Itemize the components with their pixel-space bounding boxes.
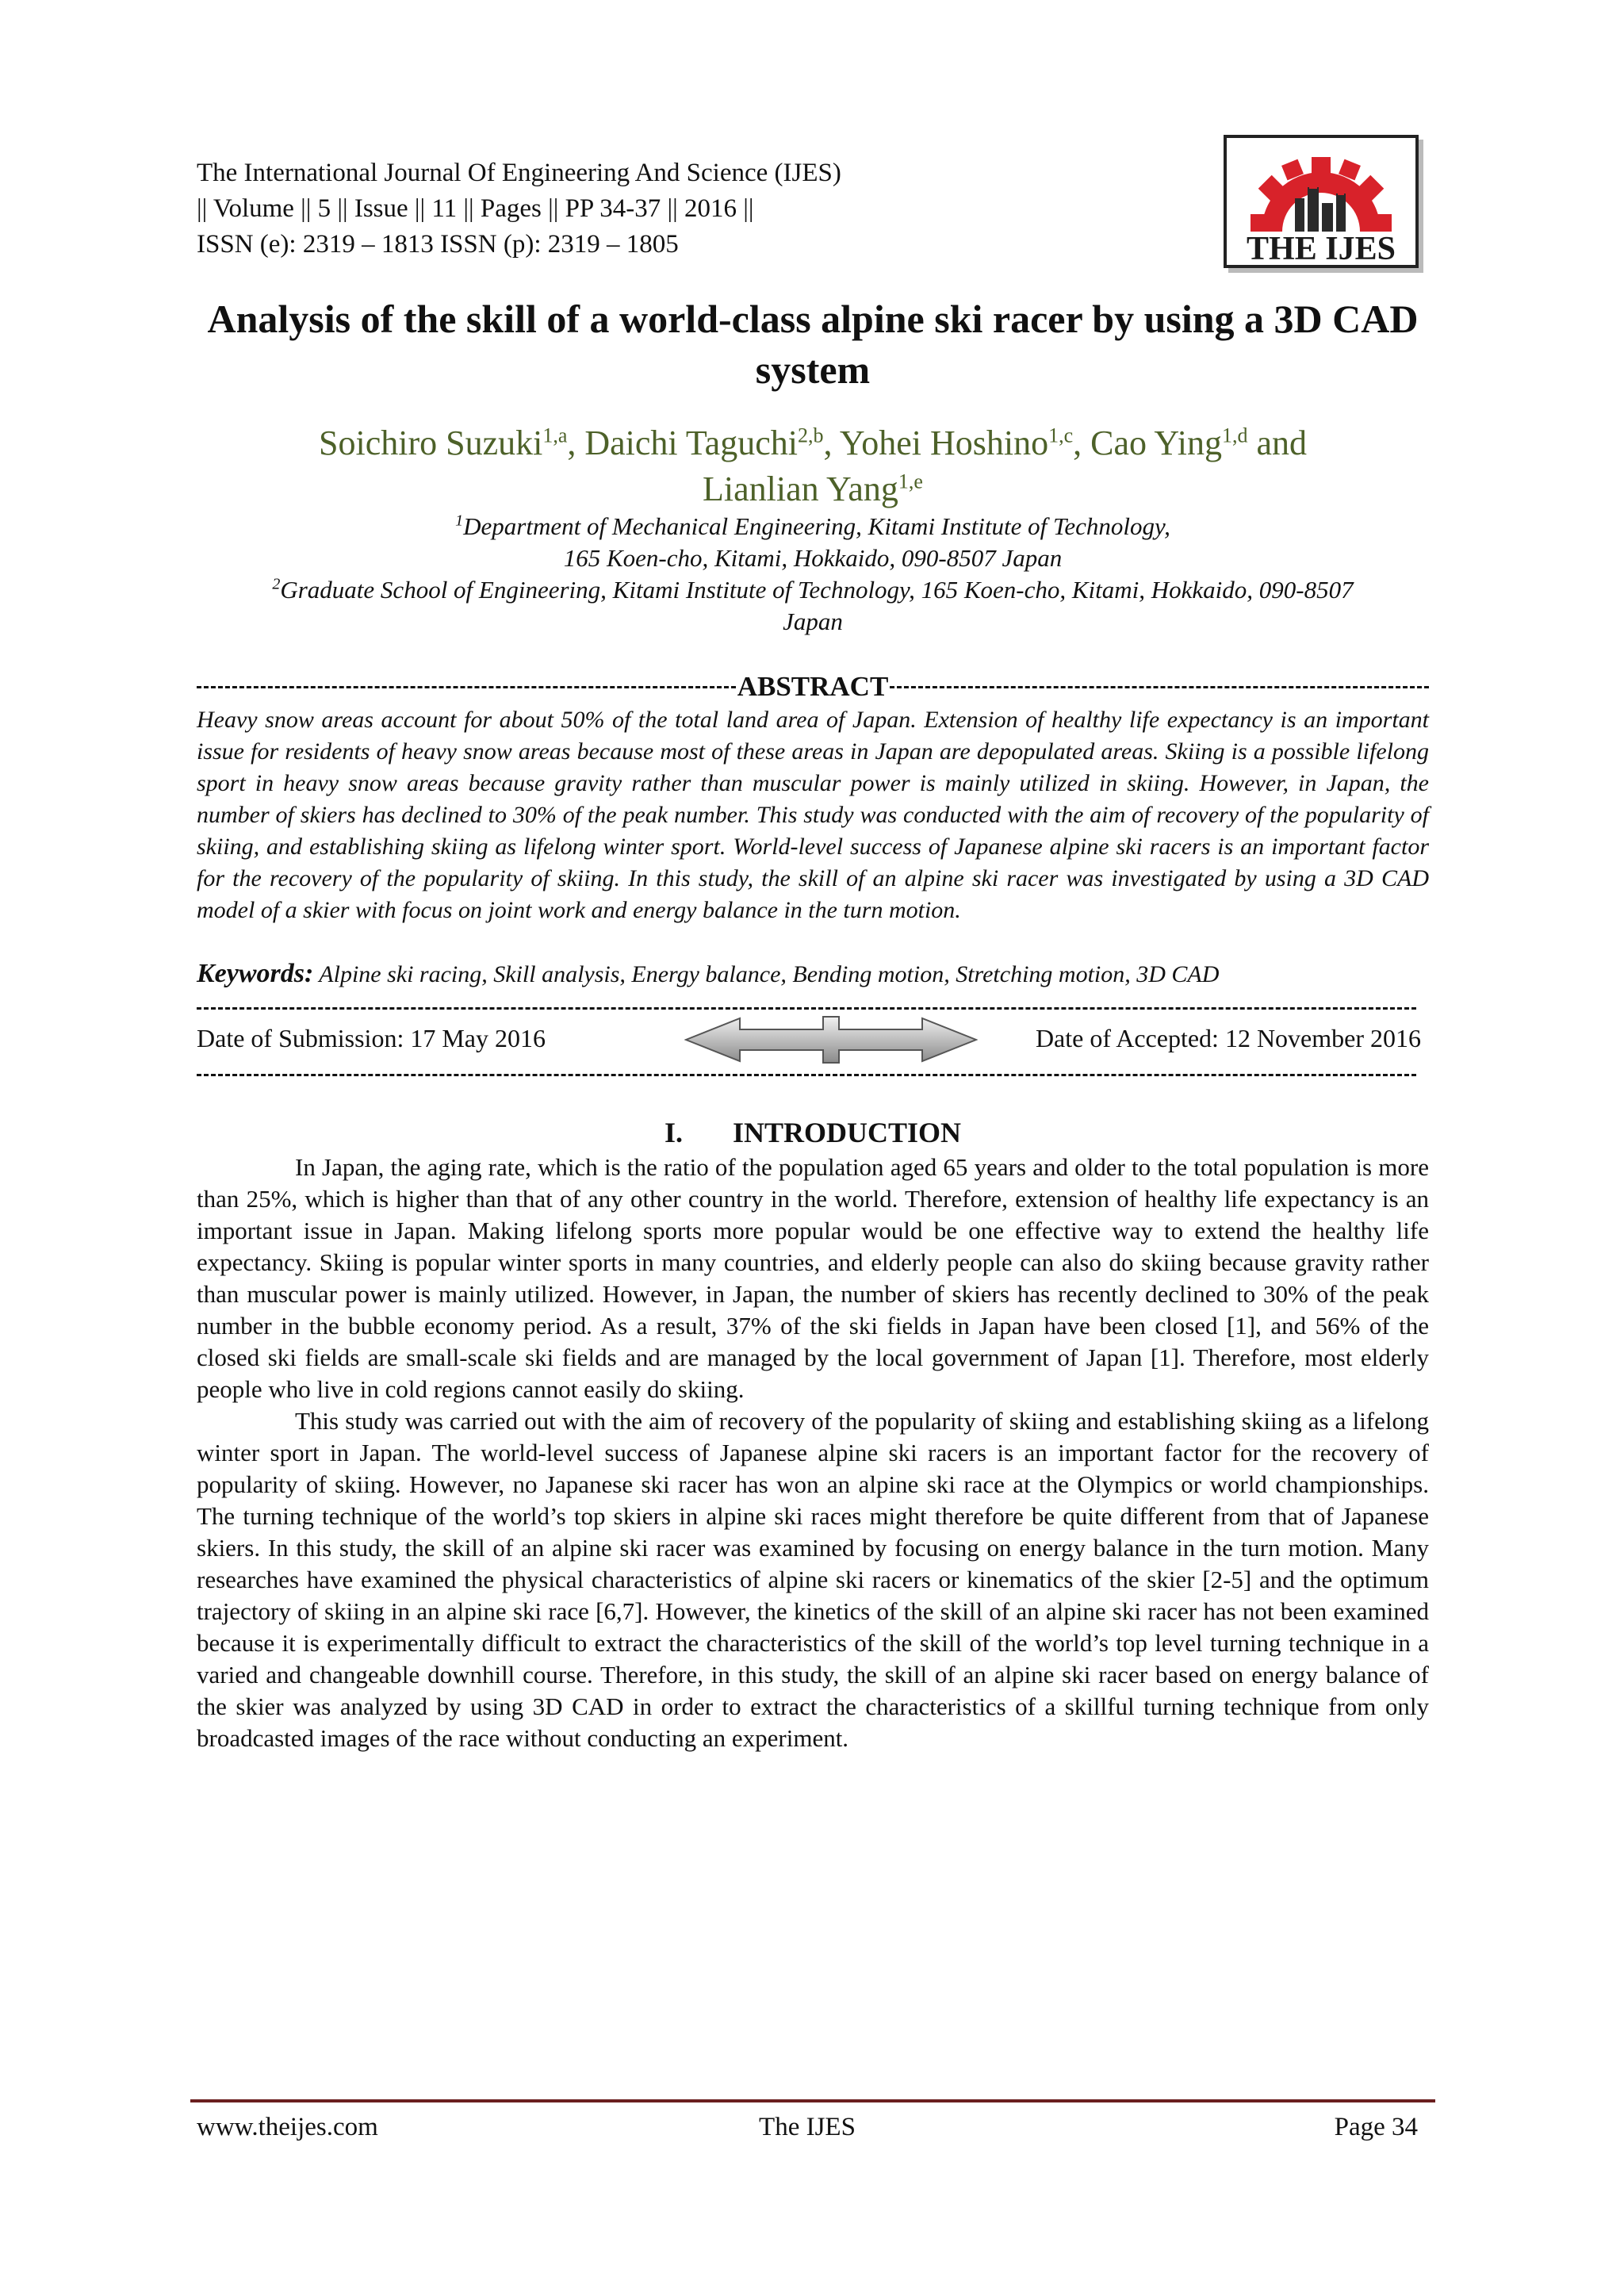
author-affil-mark: 1,d [1221, 424, 1248, 447]
author-name: Soichiro Suzuki [319, 424, 543, 462]
keywords-label: Keywords: [197, 959, 314, 988]
dashed-rule-bottom [197, 1074, 1416, 1076]
paragraph: This study was carried out with the aim of recovery of the popularity of skiing and establishing skiing as a lifelong winter sport in Japan. The world-level success of Japanese alpine ski racers is an important factor for the recovery of popularity of skiing. However, no Japanese ski racer has won an alpine ski race at the Olympics or world championships. The turning technique of the world’s top skiers in alpine ski races might therefore be quite different from that of Japanese skiers. In this study, the skill of an alpine ski racer was examined by focusing on energy balance in the turn motion. Many researches have examined the physical characteristics of alpine ski racers or kinematics of the skier [2-5] and the optimum trajectory of skiing in an alpine ski race [6,7]. However, the kinetics of the skill of an alpine ski racer has not been examined because it is experimentally difficult to extract the characteristics of the skill of the world’s top level turning technique in a varied and changeable downhill course. Therefore, in this study, the skill of an alpine ski racer based on energy balance of the skier was analyzed by using 3D CAD in order to extract the characteristics of a skillful turning technique from only broadcasted images of the race without conducting an experiment. [197, 1407, 1429, 1752]
affiliation-1-address: 165 Koen-cho, Kitami, Hokkaido, 090-8507 Japan [563, 544, 1063, 572]
journal-issn: ISSN (e): 2319 – 1813 ISSN (p): 2319 – 1805 [197, 230, 679, 259]
keywords [197, 958, 1429, 991]
footer-page-number: Page 34 [1334, 2113, 1418, 2141]
paper-title: Analysis of the skill of a world-class alpine ski racer by using a 3D CAD system [207, 297, 1419, 392]
affil-mark: 1 [455, 512, 464, 530]
abstract-text: Heavy snow areas account for about 50% of the total land area of Japan. Extension of healthy life expectancy is an important issue for residents of heavy snow areas because most of these areas in Japan are depopulated areas. Skiing is a possible lifelong sport in heavy snow areas because gravity rather than muscular power is mainly utilized in skiing. However, in Japan, the number of skiers has declined to 30% of the peak number. This study was conducted with the aim of recovery of the popularity of skiing, and establishing skiing as lifelong winter sport. World-level success of Japanese alpine ski racers is an important factor for the recovery of the popularity of skiing. In this study, the skill of an alpine ski racer was investigated by using a 3D CAD model of a skier with focus on joint work and energy balance in the turn motion. [197, 707, 1429, 923]
author-name: Yohei Hoshino [839, 424, 1049, 462]
affiliation-2: Graduate School of Engineering, Kitami Institute of Technology, 165 Koen-cho, Kitami, Hokkaido, 090-8507 [280, 576, 1354, 604]
journal-volume: || Volume || 5 || Issue || 11 || Pages || PP 34-37 || 2016 || [197, 194, 754, 223]
author-separator: , [1073, 424, 1091, 462]
journal-name: The International Journal Of Engineering And Science (IJES) [197, 159, 841, 187]
submission-date: Date of Submission: 17 May 2016 [197, 1024, 546, 1052]
accepted-date: Date of Accepted: 12 November 2016 [1035, 1024, 1421, 1052]
section-heading: I. INTRODUCTION [664, 1117, 962, 1148]
footer-journal: The IJES [759, 2113, 856, 2141]
footer-rule [190, 2099, 1435, 2102]
affiliation-2-country: Japan [783, 608, 843, 635]
ijes-logo [1224, 135, 1419, 268]
author-separator: , [567, 424, 585, 462]
footer-website: www.theijes.com [197, 2113, 378, 2141]
journal-header [197, 155, 1109, 263]
ijes-logo-graphic [1227, 138, 1415, 265]
author-list [197, 420, 1429, 512]
affil-mark: 2 [272, 575, 281, 593]
dashed-rule [197, 686, 736, 688]
dashed-rule-top [197, 1007, 1416, 1010]
paragraph: In Japan, the aging rate, which is the ratio of the population aged 65 years and older to the total population is more than 25%, which is higher than that of any other country in the world. Therefore, extension of healthy life expectancy is an important issue in Japan. Making lifelong sports more popular would be one effective way to extend the healthy life expectancy. Skiing is popular winter sports in many countries, and elderly people can also do skiing because gravity rather than muscular power is mainly utilized. However, in Japan, the number of skiers has recently declined to 30% of the peak number in the bubble economy period. As a result, 37% of the ski fields in Japan have been closed [1], and 56% of the closed ski fields are small-scale ski fields and are managed by the local government of Japan [1]. Therefore, most elderly people who live in cold regions cannot easily do skiing. [197, 1153, 1429, 1403]
logo-text: THE IJES [1247, 231, 1396, 265]
author-name: Cao Ying [1090, 424, 1222, 462]
affiliation-1: Department of Mechanical Engineering, Kitami Institute of Technology, [463, 512, 1170, 540]
author-affil-mark: 1,c [1048, 424, 1074, 447]
author-name: Daichi Taguchi [584, 424, 798, 462]
author-affil-mark: 1,e [898, 470, 923, 493]
author-separator: and [1247, 424, 1307, 462]
abstract-label: ABSTRACT [737, 671, 889, 702]
keywords-text: Alpine ski racing, Skill analysis, Energy balance, Bending motion, Stretching motion, 3D CAD [319, 961, 1220, 987]
author-affil-mark: 2,b [797, 424, 824, 447]
author-name: Lianlian Yang [703, 470, 898, 508]
double-arrow-icon [684, 1014, 978, 1066]
section-body [197, 1152, 1429, 1754]
dashed-rule [890, 686, 1429, 688]
author-affil-mark: 1,a [542, 424, 568, 447]
abstract-divider [197, 671, 1429, 703]
author-separator: , [823, 424, 840, 462]
affiliations [197, 511, 1429, 638]
